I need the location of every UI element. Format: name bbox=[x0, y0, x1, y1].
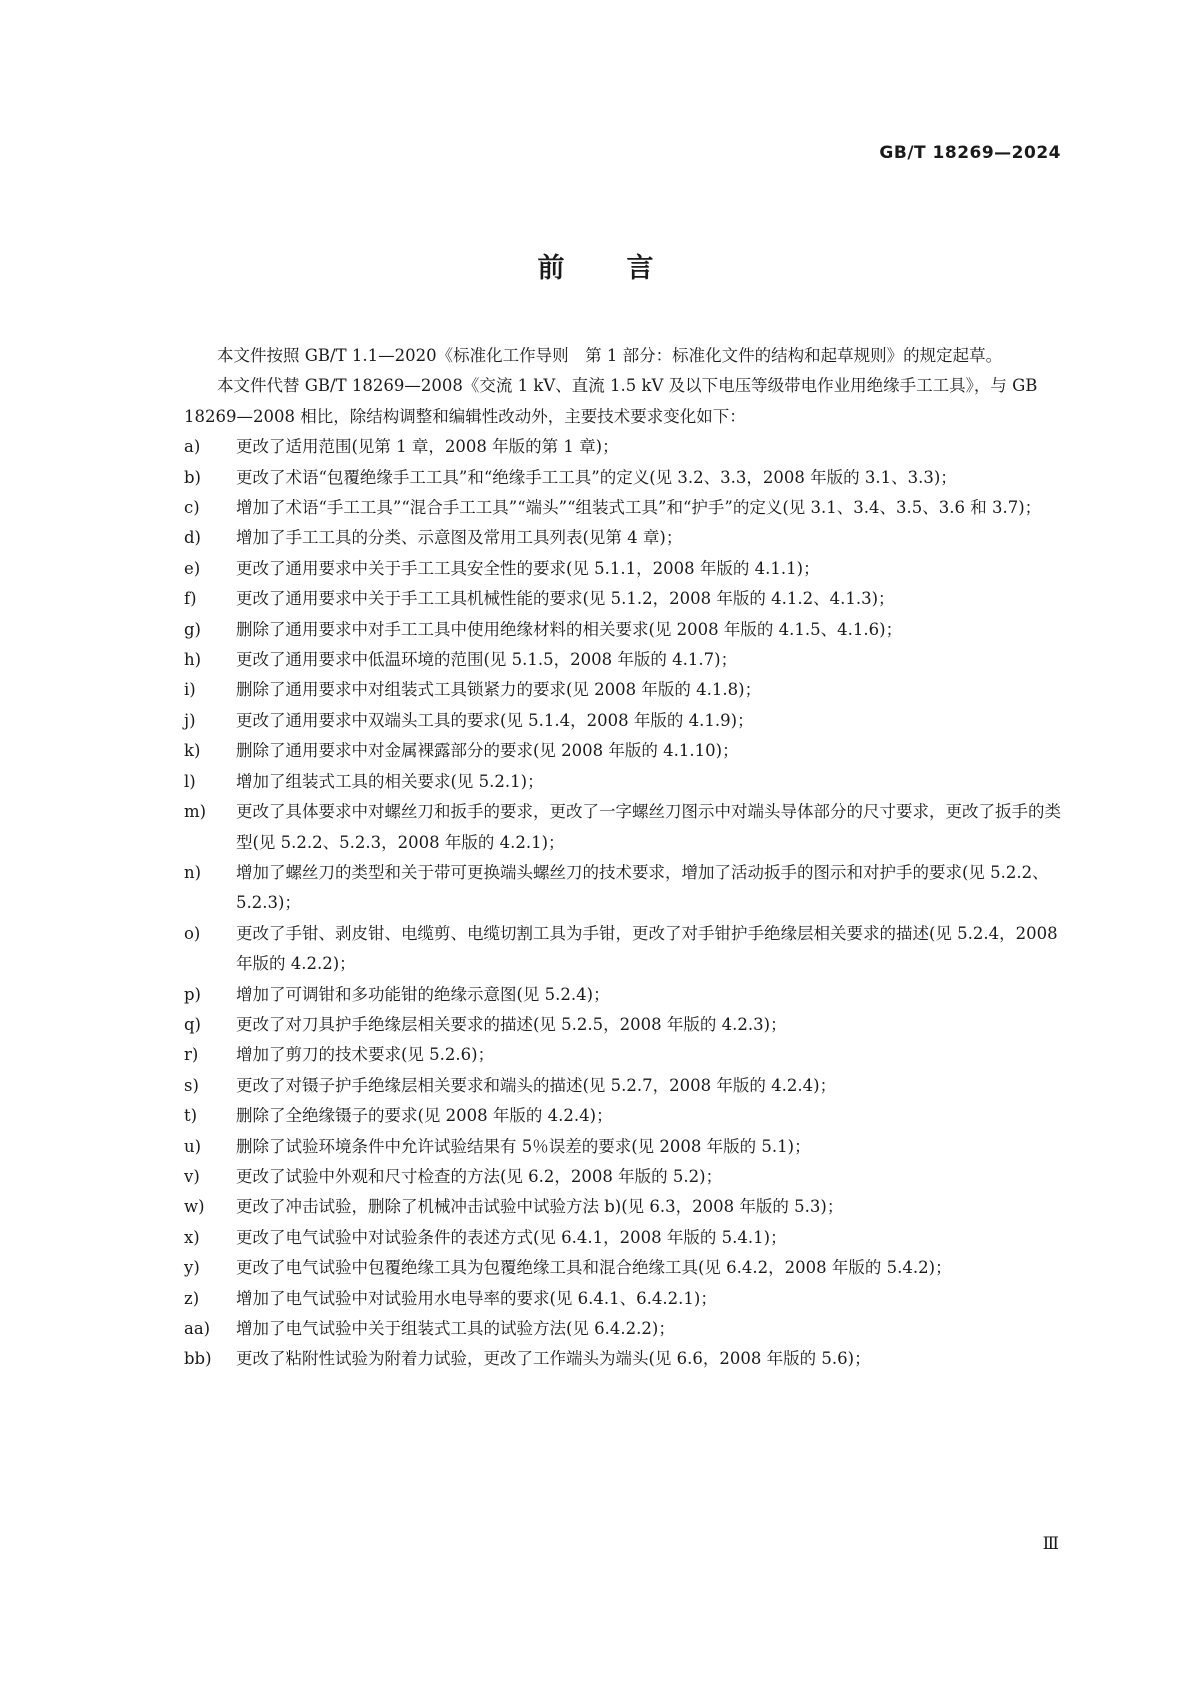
list-item-text: 更改了通用要求中关于手工工具机械性能的要求(见 5.1.2，2008 年版的 4.1.2、4.1.3)； bbox=[236, 589, 895, 609]
list-item-text: 删除了全绝缘镊子的要求(见 2008 年版的 4.2.4)； bbox=[236, 1106, 613, 1126]
list-item-text: 更改了试验中外观和尺寸检查的方法(见 6.2，2008 年版的 5.2)； bbox=[236, 1166, 723, 1186]
list-item bbox=[184, 432, 1062, 462]
list-item-text: 增加了剪刀的技术要求(见 5.2.6)； bbox=[236, 1045, 495, 1065]
list-item bbox=[184, 1162, 1062, 1192]
list-item-text: 更改了通用要求中双端头工具的要求(见 5.1.4，2008 年版的 4.1.9)； bbox=[236, 710, 754, 730]
list-item bbox=[184, 858, 1062, 919]
list-item-text: 增加了螺丝刀的类型和关于带可更换端头螺丝刀的技术要求，增加了活动扳手的图示和对护手的要求(见 5.2.2、5.2.3)； bbox=[236, 862, 1049, 913]
list-item bbox=[184, 645, 1062, 675]
list-item bbox=[184, 1132, 1062, 1162]
list-item-text: 删除了通用要求中对金属裸露部分的要求(见 2008 年版的 4.1.10)； bbox=[236, 741, 739, 761]
list-item bbox=[184, 584, 1062, 614]
list-item-text: 增加了电气试验中对试验用水电导率的要求(见 6.4.1、6.4.2.1)； bbox=[236, 1288, 717, 1308]
list-item-text: 更改了具体要求中对螺丝刀和扳手的要求，更改了一字螺丝刀图示中对端头导体部分的尺寸要求，更改了扳手的类型(见 5.2.2、5.2.3，2008 年版的 4.2.1)； bbox=[236, 802, 1061, 852]
list-item-label: b) bbox=[184, 467, 201, 487]
list-item-text: 更改了对镊子护手绝缘层相关要求和端头的描述(见 5.2.7，2008 年版的 4.2.4)； bbox=[236, 1075, 837, 1095]
list-item-label: q) bbox=[184, 1014, 201, 1034]
list-item bbox=[184, 675, 1062, 705]
list-item-label: u) bbox=[184, 1136, 202, 1156]
list-item-text: 删除了通用要求中对手工工具中使用绝缘材料的相关要求(见 2008 年版的 4.1.5、4.1.6)； bbox=[236, 619, 903, 639]
list-item-text: 增加了手工工具的分类、示意图及常用工具列表(见第 4 章)； bbox=[236, 528, 683, 548]
list-item bbox=[184, 493, 1062, 523]
list-item-label: k) bbox=[184, 741, 201, 761]
list-item bbox=[184, 1040, 1062, 1070]
list-item-label: m) bbox=[184, 802, 207, 822]
page-number: Ⅲ bbox=[1042, 1534, 1059, 1554]
list-item bbox=[184, 554, 1062, 584]
list-item-label: l) bbox=[184, 771, 196, 791]
list-item-text: 更改了对刀具护手绝缘层相关要求的描述(见 5.2.5，2008 年版的 4.2.3)； bbox=[236, 1014, 787, 1034]
list-item-text: 更改了通用要求中低温环境的范围(见 5.1.5，2008 年版的 4.1.7)； bbox=[236, 650, 738, 670]
list-item-label: z) bbox=[184, 1288, 200, 1308]
list-item-label: t) bbox=[184, 1106, 198, 1126]
list-item-text: 增加了术语“手工工具”“混合手工工具”“端头”“组装式工具”和“护手”的定义(见 3.1、3.4、3.5、3.6 和 3.7)； bbox=[236, 498, 1042, 518]
list-item-text: 更改了电气试验中对试验条件的表述方式(见 6.4.1，2008 年版的 5.4.1)； bbox=[236, 1227, 787, 1247]
list-item-label: e) bbox=[184, 558, 201, 578]
list-item-label: f) bbox=[184, 589, 197, 609]
list-item-text: 更改了术语“包覆绝缘手工工具”和“绝缘手工工具”的定义(见 3.2、3.3，2008 年版的 3.1、3.3)； bbox=[236, 467, 957, 487]
list-item-text: 更改了通用要求中关于手工工具安全性的要求(见 5.1.1，2008 年版的 4.1.1)； bbox=[236, 558, 820, 578]
list-item-label: h) bbox=[184, 650, 202, 670]
list-item bbox=[184, 797, 1062, 858]
list-item bbox=[184, 706, 1062, 736]
list-item-label: o) bbox=[184, 923, 201, 943]
list-item-label: v) bbox=[184, 1166, 200, 1186]
list-item bbox=[184, 1284, 1062, 1314]
list-item bbox=[184, 1101, 1062, 1131]
list-item bbox=[184, 1071, 1062, 1101]
list-item-label: r) bbox=[184, 1045, 199, 1065]
list-item-label: bb) bbox=[184, 1349, 212, 1369]
list-item-label: p) bbox=[184, 984, 201, 1004]
title-char-2: 言 bbox=[626, 253, 654, 284]
list-item-text: 更改了手钳、剥皮钳、电缆剪、电缆切割工具为手钳，更改了对手钳护手绝缘层相关要求的描述(见 5.2.4，2008 年版的 4.2.2)； bbox=[236, 923, 1058, 974]
preface-body bbox=[184, 341, 1062, 1375]
list-item-label: j) bbox=[184, 710, 196, 730]
list-item-text: 更改了电气试验中包覆绝缘工具为包覆绝缘工具和混合绝缘工具(见 6.4.2，2008 年版的 5.4.2)； bbox=[236, 1258, 952, 1278]
list-item-label: i) bbox=[184, 680, 196, 700]
title-char-1: 前 bbox=[537, 253, 565, 284]
list-item bbox=[184, 1223, 1062, 1253]
list-item bbox=[184, 1314, 1062, 1344]
changes-list bbox=[184, 432, 1062, 1375]
list-item-label: d) bbox=[184, 528, 201, 548]
list-item bbox=[184, 1344, 1062, 1374]
list-item bbox=[184, 615, 1062, 645]
list-item-text: 增加了电气试验中关于组装式工具的试验方法(见 6.4.2.2)； bbox=[236, 1319, 675, 1338]
list-item bbox=[184, 919, 1062, 980]
list-item-label: x) bbox=[184, 1227, 200, 1247]
list-item-label: a) bbox=[184, 437, 201, 457]
list-item bbox=[184, 1192, 1062, 1222]
list-item-label: w) bbox=[184, 1197, 205, 1217]
list-item bbox=[184, 463, 1062, 493]
list-item bbox=[184, 1253, 1062, 1283]
page-title bbox=[0, 246, 1191, 285]
list-item-text: 增加了可调钳和多功能钳的绝缘示意图(见 5.2.4)； bbox=[236, 984, 610, 1004]
list-item bbox=[184, 523, 1062, 553]
list-item-label: s) bbox=[184, 1075, 199, 1095]
list-item-text: 更改了适用范围(见第 1 章，2008 年版的第 1 章)； bbox=[236, 437, 619, 457]
list-item-label: c) bbox=[184, 498, 200, 518]
list-item-text: 删除了试验环境条件中允许试验结果有 5％误差的要求(见 2008 年版的 5.1)； bbox=[236, 1136, 811, 1156]
standard-code: GB/T 18269—2024 bbox=[879, 143, 1061, 163]
list-item bbox=[184, 736, 1062, 766]
paragraph-drafting-rules: 本文件按照 GB/T 1.1—2020《标准化工作导则 第 1 部分：标准化文件的结构和起草规则》的规定起草。 bbox=[217, 346, 1003, 365]
list-item-label: aa) bbox=[184, 1319, 211, 1338]
list-item bbox=[184, 767, 1062, 797]
list-item-text: 增加了组装式工具的相关要求(见 5.2.1)； bbox=[236, 771, 544, 791]
list-item-text: 更改了粘附性试验为附着力试验，更改了工作端头为端头(见 6.6，2008 年版的 5.6)； bbox=[236, 1349, 871, 1369]
list-item bbox=[184, 1010, 1062, 1040]
paragraph-replacement: 本文件代替 GB/T 18269—2008《交流 1 kV、直流 1.5 kV 及以下电压等级带电作业用绝缘手工工具》，与 GB 18269—2008 相比，除结构调整和编辑性改动外，主要技术要求变化如下： bbox=[184, 376, 1038, 426]
list-item-label: y) bbox=[184, 1258, 200, 1278]
list-item-text: 删除了通用要求中对组装式工具锁紧力的要求(见 2008 年版的 4.1.8)； bbox=[236, 680, 762, 700]
list-item bbox=[184, 980, 1062, 1010]
list-item-label: g) bbox=[184, 619, 201, 639]
list-item-text: 更改了冲击试验，删除了机械冲击试验中试验方法 b)(见 6.3，2008 年版的 5.3)； bbox=[236, 1197, 844, 1217]
list-item-label: n) bbox=[184, 862, 202, 882]
